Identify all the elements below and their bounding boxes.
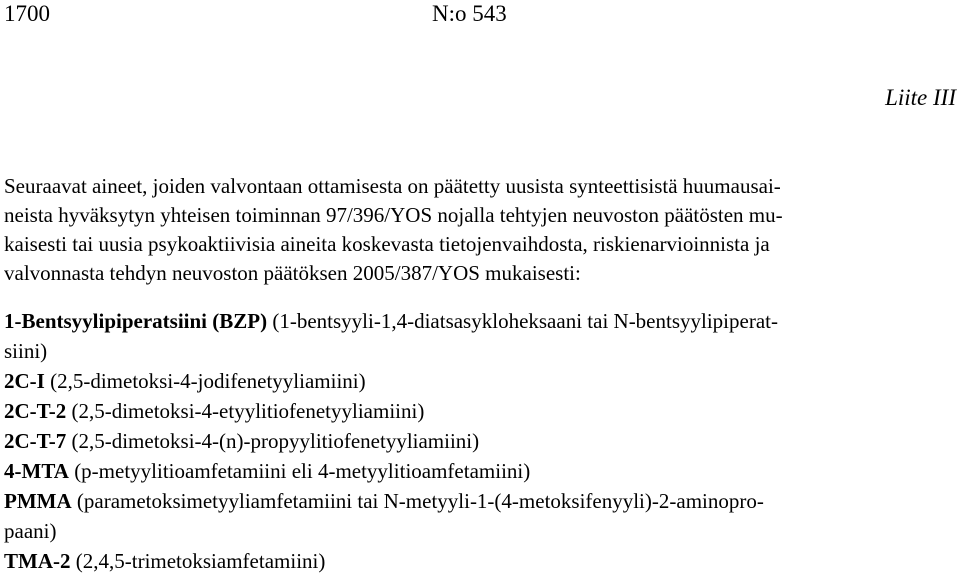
substance-description: (2,5-dimetoksi-4-etyylitiofenetyyliamiini) [71,399,425,423]
intro-paragraph [4,172,956,288]
substance-entry-2c-t-2 [4,396,956,426]
substance-row [4,396,956,426]
intro-line: Seuraavat aineet, joiden valvontaan ottamisesta on päätetty uusista synteettisistä huumausai- [4,174,781,198]
intro-line: kaisesti tai uusia psykoaktiivisia aineita koskevasta tietojenvaihdosta, riskienarvioinnista ja [4,232,770,256]
substance-description: (1-bentsyyli-1,4-diatsasykloheksaani tai N-bentsyylipiperat- [272,309,778,333]
substance-row [4,426,956,456]
substance-list [4,306,956,576]
substance-abbreviation: 1-Bentsyylipiperatsiini (BZP) [4,309,268,333]
substance-entry-pmma [4,486,956,546]
page-number: 1700 [4,1,50,26]
substance-entry-bzp [4,306,956,366]
substance-abbreviation: 2C-T-7 [4,429,67,453]
substance-abbreviation: PMMA [4,489,72,513]
substance-entry-2c-t-7 [4,426,956,456]
substance-row-continued: paani) [4,519,57,543]
substance-row [4,306,956,336]
substance-abbreviation: TMA-2 [4,549,71,573]
page-header [0,0,960,28]
substance-entry-2c-i [4,366,956,396]
substance-entry-tma-2 [4,546,956,576]
substance-abbreviation: 2C-T-2 [4,399,67,423]
substance-description: (2,5-dimetoksi-4-(n)-propyylitiofenetyyliamiini) [71,429,480,453]
substance-row [4,546,956,576]
appendix-label: Liite III [885,85,956,110]
substance-abbreviation: 4-MTA [4,459,69,483]
substance-description: (p-metyylitioamfetamiini eli 4-metyylitioamfetamiini) [74,459,531,483]
intro-line: valvonnasta tehdyn neuvoston päätöksen 2005/387/YOS mukaisesti: [4,261,581,285]
substance-row [4,366,956,396]
substance-entry-4-mta [4,456,956,486]
substance-description: (2,4,5-trimetoksiamfetamiini) [75,549,326,573]
issue-number: N:o 543 [432,1,507,26]
substance-row [4,456,956,486]
substance-row [4,486,956,516]
substance-abbreviation: 2C-I [4,369,45,393]
substance-row-continued: siini) [4,339,48,363]
substance-description: (parametoksimetyyliamfetamiini tai N-metyyli-1-(4-metoksifenyyli)-2-aminopro- [76,489,764,513]
substance-description: (2,5-dimetoksi-4-jodifenetyyliamiini) [50,369,366,393]
intro-line: neista hyväksytyn yhteisen toiminnan 97/396/YOS nojalla tehtyjen neuvoston päätösten mu- [4,203,783,227]
